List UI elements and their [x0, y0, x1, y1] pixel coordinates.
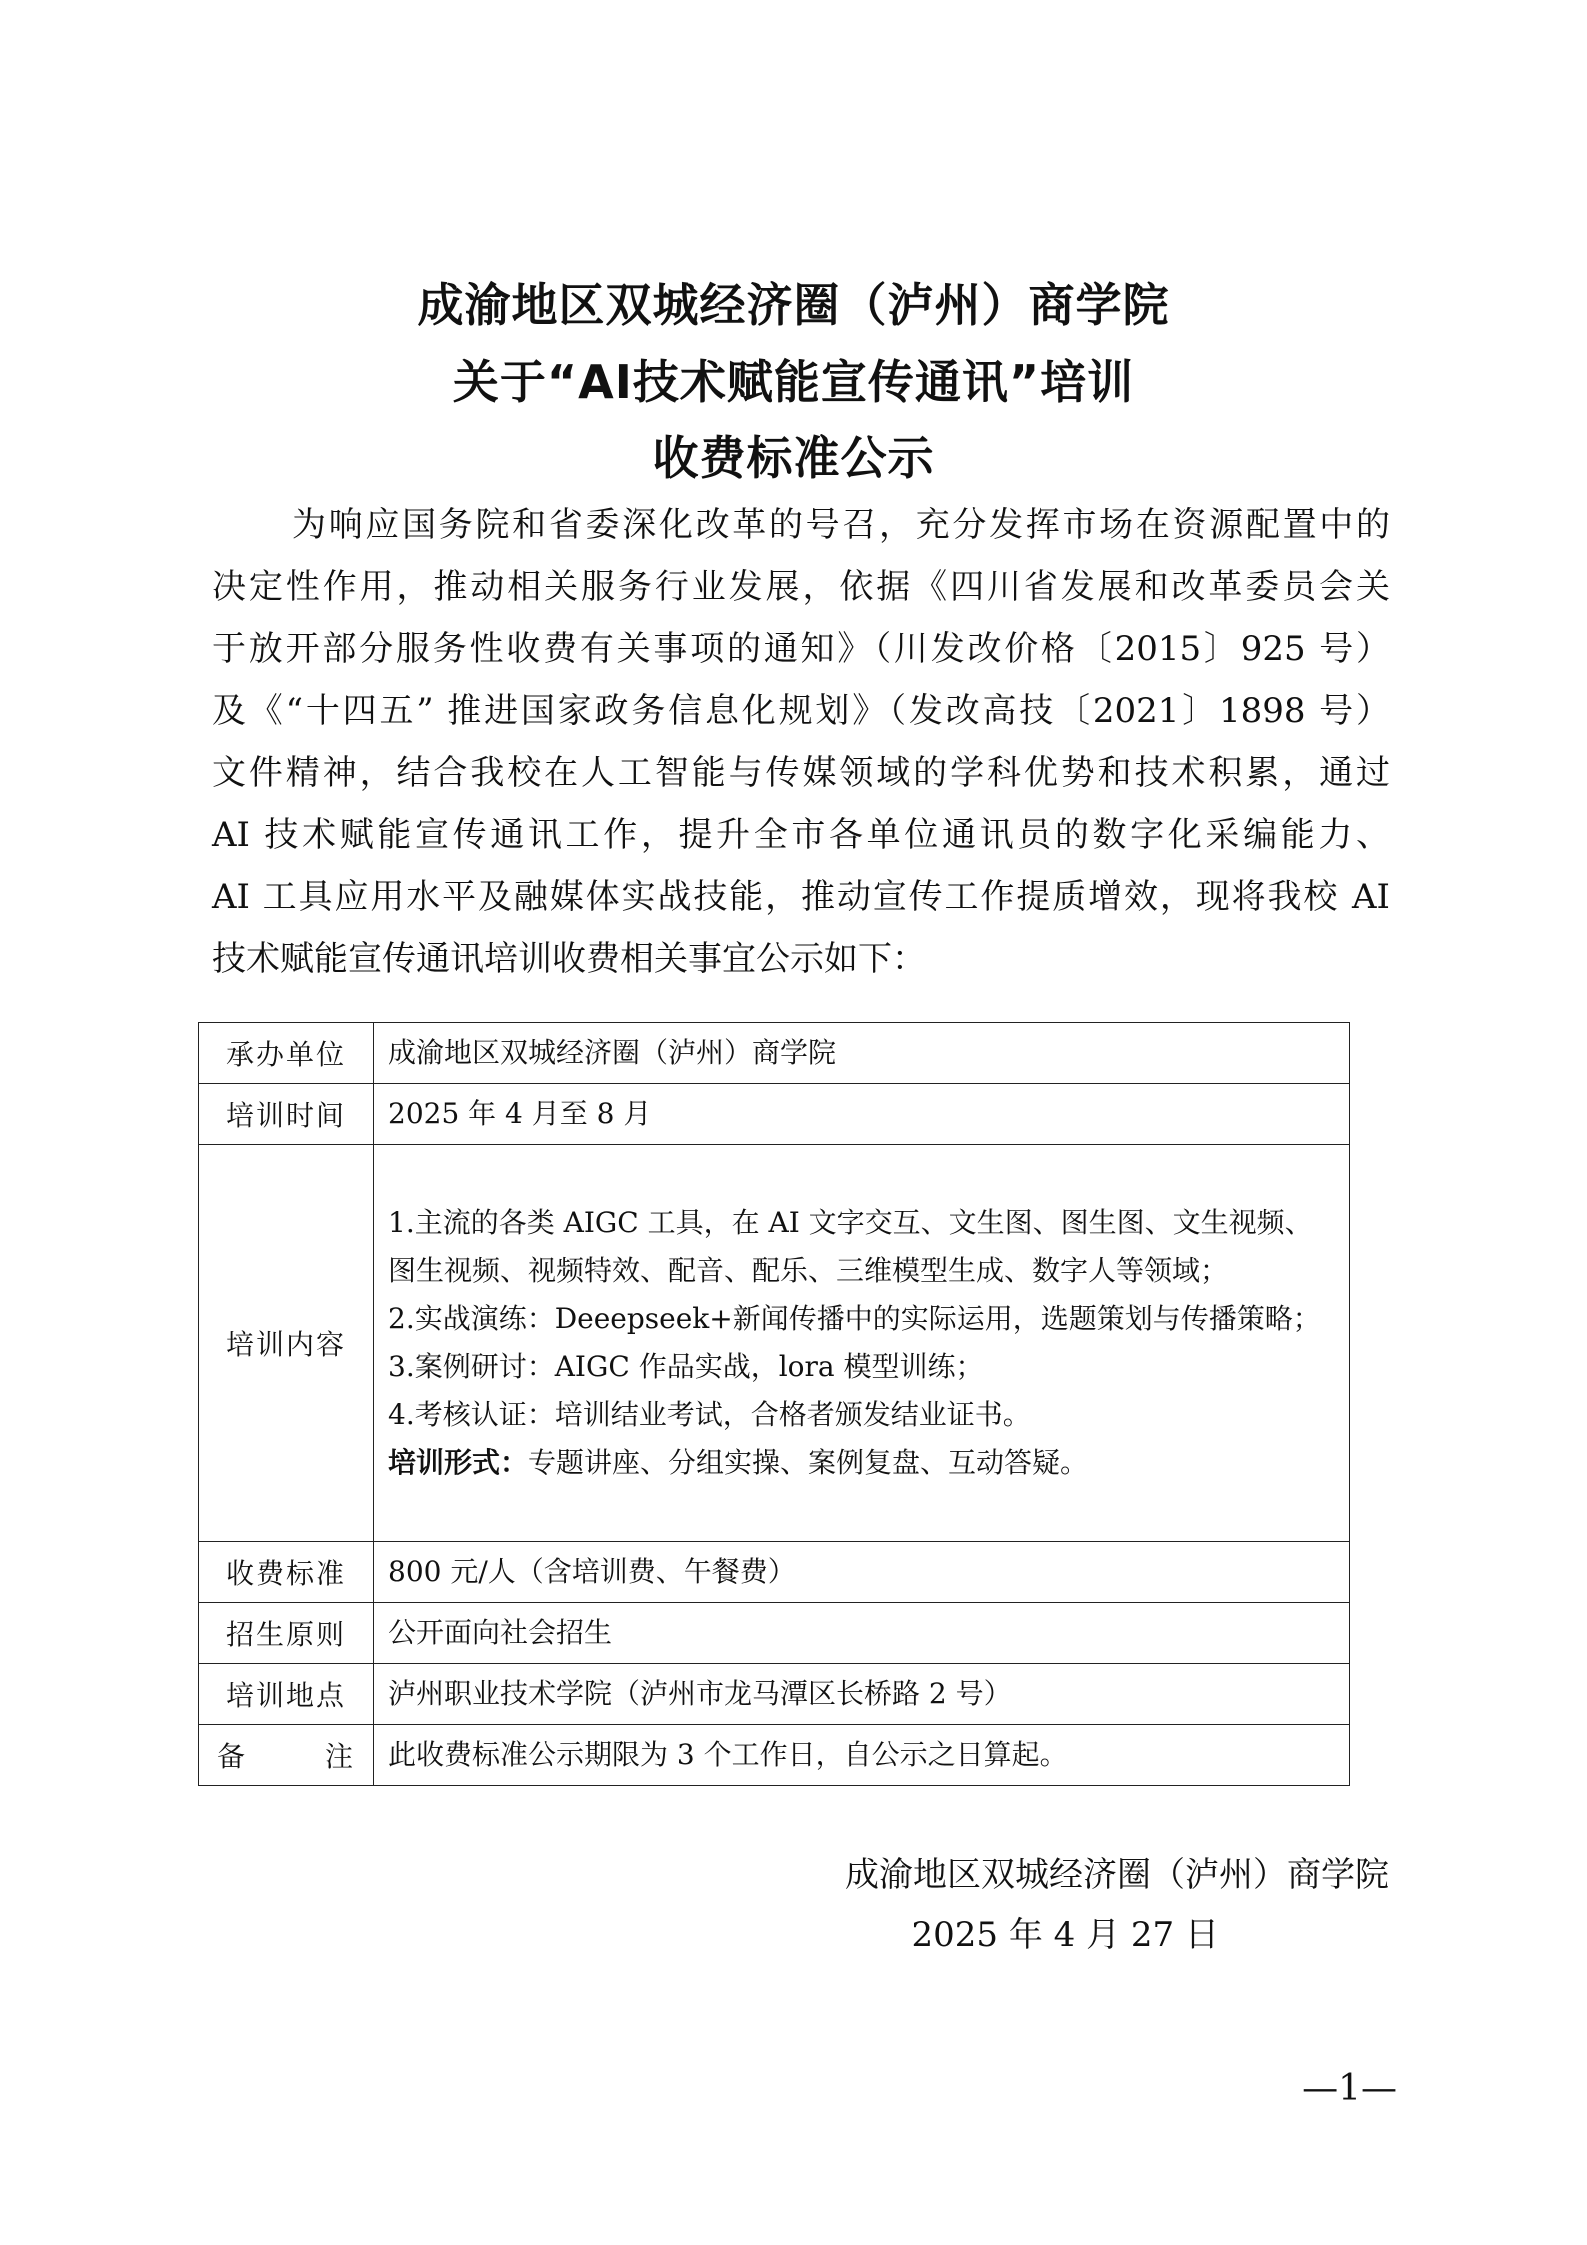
training-format-value: 专题讲座、分组实操、案例复盘、互动答疑。	[528, 1446, 1089, 1479]
row-label: 承办单位	[199, 1023, 374, 1084]
signature-date: 2025 年 4 月 27 日	[911, 1915, 1219, 1955]
training-format	[388, 1439, 1335, 1487]
table-row	[199, 1023, 1350, 1084]
row-label: 培训内容	[199, 1145, 374, 1542]
body-line: AI 技术赋能宣传通讯工作，提升全市各单位通讯员的数字化采编能力、	[212, 815, 1390, 855]
training-content-cell	[374, 1145, 1350, 1542]
row-value: 泸州职业技术学院（泸州市龙马潭区长桥路 2 号）	[374, 1664, 1350, 1725]
table-row	[199, 1084, 1350, 1145]
body-line: 于放开部分服务性收费有关事项的通知》（川发改价格〔2015〕925 号）	[212, 629, 1390, 669]
table-row	[199, 1145, 1350, 1542]
fee-info-table	[198, 1022, 1350, 1786]
table-row	[199, 1725, 1350, 1786]
training-format-label: 培训形式：	[388, 1446, 529, 1479]
row-label: 备注	[199, 1725, 374, 1786]
body-line: 为响应国务院和省委深化改革的号召，充分发挥市场在资源配置中的	[292, 505, 1390, 545]
row-label: 培训时间	[199, 1084, 374, 1145]
content-item: 2.实战演练：Deeepseek+新闻传播中的实际运用，选题策划与传播策略；	[388, 1302, 1321, 1335]
body-line: 文件精神，结合我校在人工智能与传媒领域的学科优势和技术积累，通过	[212, 753, 1390, 793]
row-label: 招生原则	[199, 1603, 374, 1664]
body-line: 及《“十四五” 推进国家政务信息化规划》（发改高技〔2021〕1898 号）	[212, 691, 1390, 731]
row-label: 培训地点	[199, 1664, 374, 1725]
announcement-body	[212, 494, 1390, 990]
title-line-1: 成渝地区双城经济圈（泸州）商学院	[417, 278, 1170, 332]
row-value: 2025 年 4 月至 8 月	[374, 1084, 1350, 1145]
row-label: 收费标准	[199, 1542, 374, 1603]
table-row	[199, 1664, 1350, 1725]
title-line-3: 收费标准公示	[652, 431, 935, 485]
body-line: 决定性作用，推动相关服务行业发展，依据《四川省发展和改革委员会关	[212, 567, 1390, 607]
signature-org: 成渝地区双城经济圈（泸州）商学院	[845, 1855, 1389, 1895]
content-item: 3.案例研讨：AIGC 作品实战，lora 模型训练；	[388, 1350, 984, 1383]
row-value: 800 元/人（含培训费、午餐费）	[374, 1542, 1350, 1603]
body-line: AI 工具应用水平及融媒体实战技能，推动宣传工作提质增效，现将我校 AI	[212, 877, 1390, 917]
content-item: 4.考核认证：培训结业考试，合格者颁发结业证书。	[388, 1398, 1031, 1431]
body-line: 技术赋能宣传通讯培训收费相关事宜公示如下：	[212, 939, 926, 979]
row-value: 此收费标准公示期限为 3 个工作日，自公示之日算起。	[374, 1725, 1350, 1786]
table-row	[199, 1542, 1350, 1603]
title-line-2: 关于“AI技术赋能宣传通讯”培训	[452, 355, 1135, 409]
table-row	[199, 1603, 1350, 1664]
content-item: 1.主流的各类 AIGC 工具，在 AI 文字交互、文生图、图生图、文生视频、图生视频、视频特效、配音、配乐、三维模型生成、数字人等领域；	[388, 1206, 1313, 1287]
row-value: 公开面向社会招生	[374, 1603, 1350, 1664]
page-number: —1—	[1302, 2068, 1397, 2109]
row-value: 成渝地区双城经济圈（泸州）商学院	[374, 1023, 1350, 1084]
